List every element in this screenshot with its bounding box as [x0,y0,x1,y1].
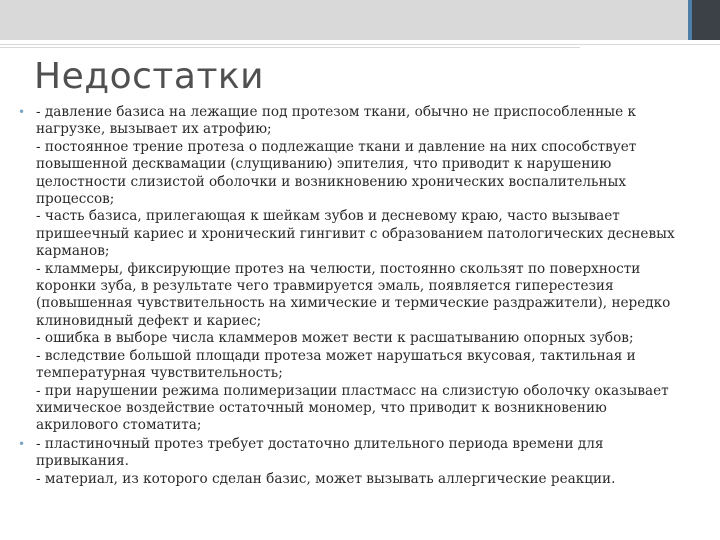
header-decoration [0,0,720,40]
text-line: - ошибка в выборе числа кламмеров может вести к расшатыванию опорных зубов; [36,330,634,347]
text-line: - материал, из которого сделан базис, может вызывать аллергические реакции. [36,470,616,487]
text-line: - при нарушении режима полимеризации пластмасс на слизистую оболочку оказывает [36,382,669,399]
text-line: - давление базиса на лежащие под протезом ткани, обычно не приспособленные к [36,104,636,120]
text-line: - кламмеры, фиксирующие протез на челюсти, постоянно скользят по поверхности [36,260,641,277]
bullet-paragraph [18,436,708,488]
bullet-icon: • [18,436,26,451]
text-line: температурная чувствительность; [36,365,283,382]
bullet-paragraph [18,104,708,435]
text-line: коронки зуба, в результате чего травмируется эмаль, появляется гиперестезия [36,278,614,295]
text-line: химическое воздействие остаточный мономер, что приводит к возникновению [36,399,607,416]
text-line: - постоянное трение протеза о подлежащие ткани и давление на них способствует [36,138,637,155]
header-rule [0,44,720,45]
text-line: привыкания. [36,453,129,470]
text-line: акрилового стоматита; [36,417,202,434]
text-line: карманов; [36,243,110,260]
text-line: пришеечный кариес и хронический гингивит с образованием патологических десневых [36,225,675,242]
text-line: клиновидный дефект и кариес; [36,312,262,329]
text-line: (повышенная чувствительность на химические и термические раздражители), нередко [36,295,671,312]
text-line: нагрузке, вызывает их атрофию; [36,121,272,138]
slide-title: Недостатки [34,56,265,97]
header-rule-secondary [0,47,580,48]
header-corner-block [692,0,720,40]
text-line: целостности слизистой оболочки и возникновению хронических воспалительных [36,173,627,190]
bullet-icon: • [18,105,26,119]
text-line: - вследствие большой площади протеза может нарушаться вкусовая, тактильная и [36,347,636,364]
text-line: повышенной десквамации (слущиванию) эпителия, что приводит к нарушению [36,156,612,173]
slide-body [18,104,708,488]
text-line: - пластиночный протез требует достаточно длительного периода времени для [36,435,604,452]
header-bar [0,0,688,40]
text-line: - часть базиса, прилегающая к шейкам зубов и десневому краю, часто вызывает [36,208,620,225]
text-line: процессов; [36,191,115,208]
